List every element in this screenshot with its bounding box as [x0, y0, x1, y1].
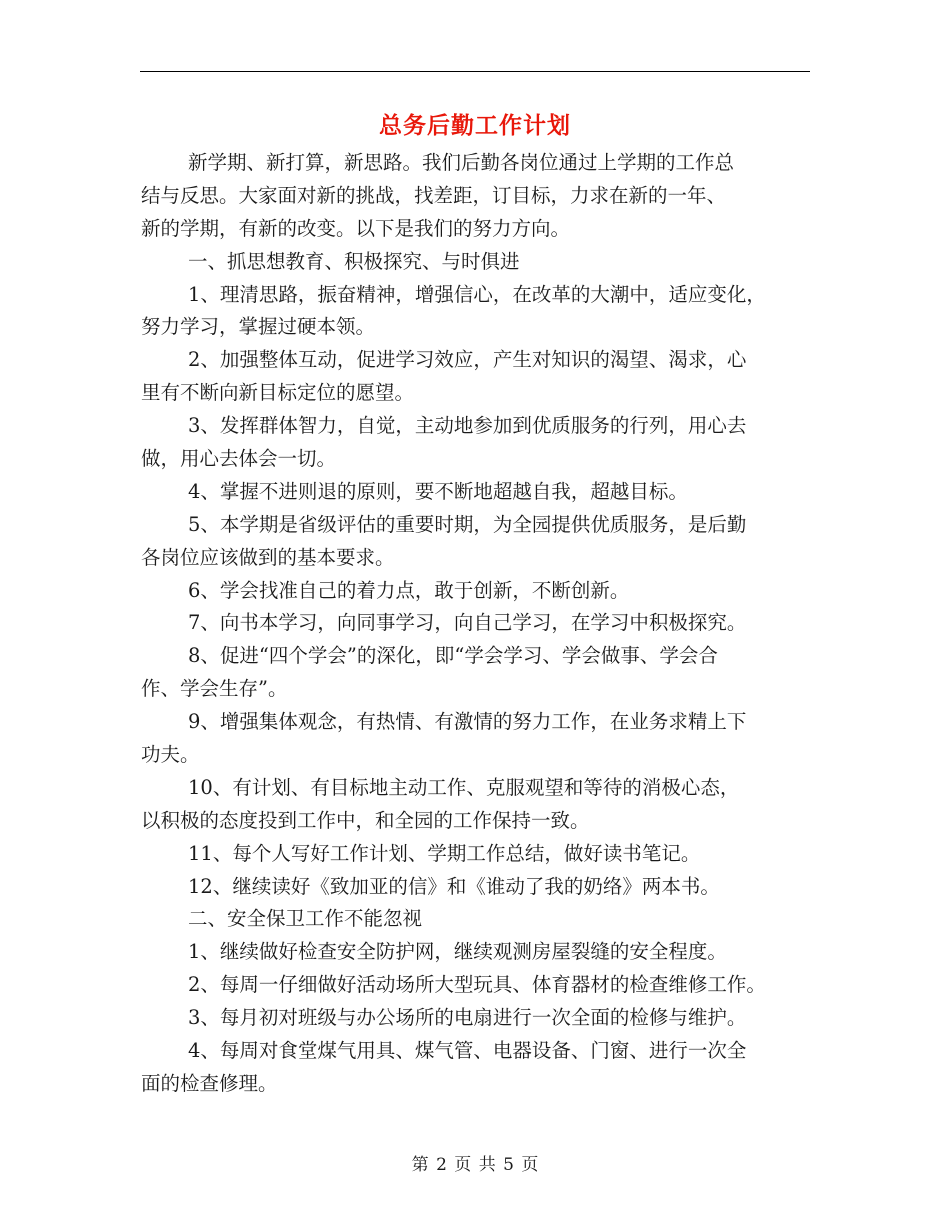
body-line: 一、抓思想教育、积极探究、与时俱进 — [188, 249, 520, 273]
document-body — [141, 147, 811, 1101]
page-footer: 第 2 页 共 5 页 — [411, 1155, 539, 1175]
body-line: 6、学会找准自己的着力点，敢于创新，不断创新。 — [188, 578, 630, 602]
document-title: 总务后勤工作计划 — [379, 112, 571, 139]
body-line: 以积极的态度投到工作中，和全园的工作保持一致。 — [141, 808, 590, 832]
body-line: 二、安全保卫工作不能忽视 — [188, 907, 423, 931]
body-line: 11、每个人写好工作计划、学期工作总结，做好读书笔记。 — [188, 841, 701, 865]
body-line: 面的检查修理。 — [141, 1071, 278, 1095]
body-line: 作、学会生存”。 — [141, 677, 288, 701]
body-line: 功夫。 — [141, 743, 200, 767]
body-line: 12、继续读好《致加亚的信》和《谁动了我的奶络》两本书。 — [188, 874, 720, 898]
body-line: 10、有计划、有目标地主动工作、克服观望和等待的消极心态， — [188, 775, 740, 799]
body-line: 1、继续做好检查安全防护网，继续观测房屋裂缝的安全程度。 — [188, 940, 727, 964]
header-rule — [140, 71, 810, 72]
body-line: 4、掌握不进则退的原则，要不断地超越自我，超越目标。 — [188, 479, 688, 503]
body-line: 1、理清思路，振奋精神，增强信心，在改革的大潮中，适应变化， — [188, 282, 766, 306]
body-line: 7、向书本学习，向同事学习，向自己学习，在学习中积极探究。 — [188, 611, 747, 635]
body-line: 4、每周对食堂煤气用具、煤气管、电器设备、门窗、进行一次全 — [188, 1039, 747, 1063]
body-line: 新的学期，有新的改变。以下是我们的努力方向。 — [141, 216, 571, 240]
body-line: 8、促进“四个学会”的深化，即“学会学习、学会做事、学会合 — [188, 644, 718, 668]
body-line: 5、本学期是省级评估的重要时期，为全园提供优质服务，是后勤 — [188, 512, 747, 536]
body-line: 9、增强集体观念，有热情、有激情的努力工作，在业务求精上下 — [188, 710, 747, 734]
body-line: 2、加强整体互动，促进学习效应，产生对知识的渴望、渴求，心 — [188, 348, 747, 372]
body-line: 2、每周一仔细做好活动场所大型玩具、体育器材的检查维修工作。 — [188, 973, 766, 997]
body-line: 结与反思。大家面对新的挑战，找差距，订目标，力求在新的一年、 — [141, 183, 727, 207]
body-line: 里有不断向新目标定位的愿望。 — [141, 381, 415, 405]
body-line: 各岗位应该做到的基本要求。 — [141, 545, 395, 569]
body-line: 做，用心去体会一切。 — [141, 447, 337, 471]
body-line: 努力学习，掌握过硬本领。 — [141, 315, 376, 339]
body-line: 新学期、新打算，新思路。我们后勤各岗位通过上学期的工作总 — [188, 151, 735, 174]
body-line: 3、发挥群体智力，自觉，主动地参加到优质服务的行列，用心去 — [188, 414, 747, 438]
body-line: 3、每月初对班级与办公场所的电扇进行一次全面的检修与维护。 — [188, 1006, 747, 1030]
